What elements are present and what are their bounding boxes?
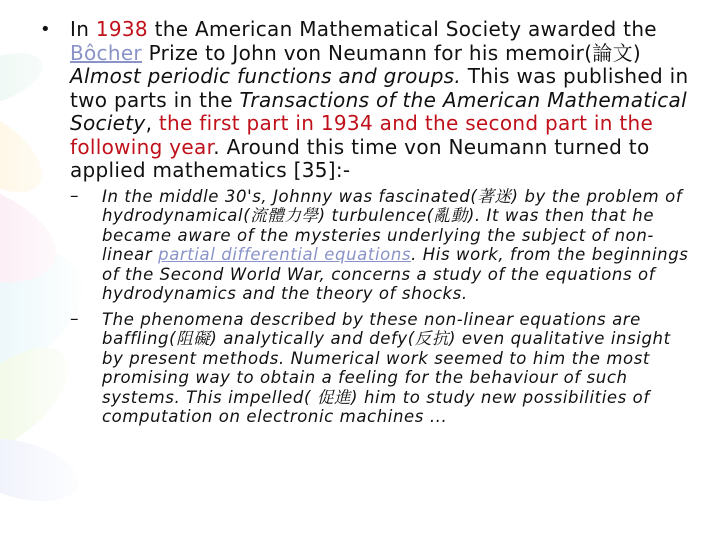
journal-title: Transactions of the American Mathematical Society <box>70 87 687 135</box>
pde-link[interactable]: partial differential equations <box>158 245 412 264</box>
main-bullet-text <box>70 18 690 183</box>
text-span: . Around this time von Neumann turned to applied mathematics [35]:- <box>70 134 650 182</box>
text-span: In the middle 30's, Johnny was fascinated(著迷) by the problem of hydrodynamical(流體力學) turbulence(亂動). It was then that he became aware of the mysteries underlying the subject of non-linear <box>102 186 683 264</box>
text-span: Prize to John von Neumann for his memoir(論文) <box>141 40 642 65</box>
bocher-link[interactable]: Bôcher <box>70 40 142 65</box>
year-highlight: 1938 <box>95 17 148 41</box>
text-span: . His work, from the beginnings of the Second World War, concerns a study of the equations of hydrodynamics and the theory of shocks. <box>102 245 689 303</box>
publication-dates-highlight: the first part in 1934 and the second part in the following year <box>70 111 654 159</box>
text-span: This was published in two parts in the <box>70 64 689 112</box>
dash-marker: – <box>70 308 79 329</box>
text-span: , <box>145 111 159 135</box>
sub-bullet-turbulence <box>70 187 690 304</box>
sub-bullet-phenomena <box>70 310 690 427</box>
sub-bullet-text <box>102 187 690 304</box>
memoir-title: Almost periodic functions and groups. <box>70 64 462 88</box>
text-span: The phenomena described by these non-linear equations are baffling(阻礙) analytically and defy(反抗) even qualitative insight by present methods. Numerical work seemed to him the most promising way to obtain a feeling for the behaviour of such systems. This impelled( 促進) him to study new possibilities of computation on electronic machines ... <box>102 309 671 426</box>
sub-bullet-text <box>102 310 690 427</box>
dash-marker: – <box>70 185 79 206</box>
bullet-marker: • <box>40 19 51 40</box>
main-bullet <box>30 18 690 183</box>
text-span: the American Mathematical Society awarded the <box>147 17 657 41</box>
text-span: In <box>70 17 96 41</box>
slide-content <box>30 18 690 427</box>
